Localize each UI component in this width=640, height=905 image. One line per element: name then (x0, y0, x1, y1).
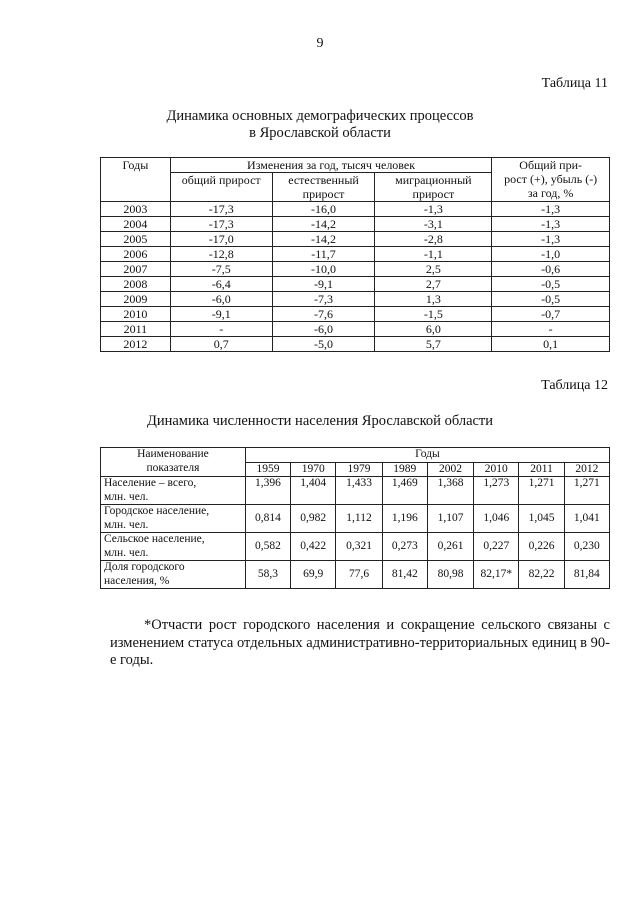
header-year-1959: 1959 (245, 462, 290, 477)
cell-percent: - (492, 322, 610, 337)
cell-total: -17,3 (170, 217, 272, 232)
header-total-growth-text: общий прирост (181, 173, 261, 187)
cell-value: 1,112 (336, 505, 382, 533)
table-row (101, 307, 610, 322)
cell-percent: -0,5 (492, 277, 610, 292)
cell-value: 0,230 (564, 533, 609, 561)
cell-percent: -1,0 (492, 247, 610, 262)
cell-natural: -14,2 (272, 217, 375, 232)
cell-natural: -10,0 (272, 262, 375, 277)
cell-value: 1,271 (519, 477, 564, 505)
cell-total: -6,4 (170, 277, 272, 292)
indicator-name-line2: млн. чел. (104, 490, 149, 503)
header-year-1979: 1979 (336, 462, 382, 477)
cell-migration: -1,1 (375, 247, 492, 262)
cell-total: -17,3 (170, 202, 272, 217)
cell-value: 1,107 (427, 505, 473, 533)
indicator-name-line2: населения, % (104, 574, 170, 587)
cell-value: 0,227 (474, 533, 519, 561)
table-11-label: Таблица 11 (541, 76, 608, 91)
header-total-growth (170, 173, 272, 202)
table-row (101, 217, 610, 232)
footnote: *Отчасти рост городского населения и сокращение сельского связаны с изменением статуса отдельных административно-территориальных единиц в 90-е годы. (110, 617, 610, 668)
table-row (101, 322, 610, 337)
header-indicator (101, 448, 246, 477)
cell-year: 2009 (101, 292, 171, 307)
cell-value: 0,814 (245, 505, 290, 533)
header-years: Годы (245, 448, 609, 463)
table-row (101, 262, 610, 277)
page-number: 9 (316, 36, 324, 51)
cell-value: 1,271 (564, 477, 609, 505)
cell-value: 0,982 (291, 505, 336, 533)
header-changes: Изменения за год, тысяч человек (170, 158, 491, 173)
cell-total: 0,7 (170, 337, 272, 352)
cell-migration: -1,3 (375, 202, 492, 217)
cell-value: 0,226 (519, 533, 564, 561)
header-year-2010: 2010 (474, 462, 519, 477)
table-11-title-line2: в Ярославской области (249, 125, 391, 141)
cell-value: 0,261 (427, 533, 473, 561)
table-row (101, 277, 610, 292)
cell-value: 1,196 (382, 505, 427, 533)
indicator-name-line2: млн. чел. (104, 546, 149, 559)
table-row (101, 232, 610, 247)
header-migration-line2: прирост (412, 187, 455, 201)
cell-value: 80,98 (427, 561, 473, 589)
cell-value: 0,273 (382, 533, 427, 561)
cell-natural: -14,2 (272, 232, 375, 247)
cell-value: 1,045 (519, 505, 564, 533)
cell-value: 81,84 (564, 561, 609, 589)
table-row (101, 477, 610, 505)
header-indicator-line2: показателя (146, 461, 200, 474)
cell-value: 0,422 (291, 533, 336, 561)
header-natural-growth (272, 173, 375, 202)
header-natural-line1: естественный (288, 173, 359, 187)
cell-migration: -1,5 (375, 307, 492, 322)
cell-percent: 0,1 (492, 337, 610, 352)
header-indicator-line1: Наименование (137, 448, 209, 460)
header-overall-percent (492, 158, 610, 202)
cell-value: 0,582 (245, 533, 290, 561)
cell-value: 81,42 (382, 561, 427, 589)
header-overall-line1: Общий при- (519, 158, 582, 172)
cell-migration: -3,1 (375, 217, 492, 232)
header-migration-line1: миграционный (395, 173, 472, 187)
cell-total: -6,0 (170, 292, 272, 307)
cell-value: 1,046 (474, 505, 519, 533)
population-dynamics-table (100, 447, 610, 589)
cell-value: 1,469 (382, 477, 427, 505)
cell-percent: -0,6 (492, 262, 610, 277)
indicator-name (101, 477, 246, 505)
cell-migration: 6,0 (375, 322, 492, 337)
header-natural-line2: прирост (302, 187, 345, 201)
table-row (101, 533, 610, 561)
cell-year: 2006 (101, 247, 171, 262)
cell-year: 2008 (101, 277, 171, 292)
cell-year: 2011 (101, 322, 171, 337)
cell-year: 2012 (101, 337, 171, 352)
header-year-2002: 2002 (427, 462, 473, 477)
cell-migration: 5,7 (375, 337, 492, 352)
table-row (101, 505, 610, 533)
table-11-title (0, 108, 640, 142)
cell-migration: -2,8 (375, 232, 492, 247)
header-overall-line3: за год, % (527, 186, 574, 200)
table-12-title: Динамика численности населения Ярославской области (146, 413, 494, 429)
indicator-name (101, 505, 246, 533)
indicator-name-line1: Сельское население, (104, 533, 205, 545)
indicator-name-line1: Доля городского (104, 561, 185, 573)
cell-percent: -1,3 (492, 217, 610, 232)
cell-natural: -7,6 (272, 307, 375, 322)
cell-natural: -11,7 (272, 247, 375, 262)
cell-value: 0,321 (336, 533, 382, 561)
table-row (101, 202, 610, 217)
table-row (101, 561, 610, 589)
header-year-1970: 1970 (291, 462, 336, 477)
cell-natural: -7,3 (272, 292, 375, 307)
cell-natural: -6,0 (272, 322, 375, 337)
cell-year: 2003 (101, 202, 171, 217)
cell-natural: -5,0 (272, 337, 375, 352)
cell-total: -17,0 (170, 232, 272, 247)
cell-total: -9,1 (170, 307, 272, 322)
cell-year: 2004 (101, 217, 171, 232)
table-11-title-line1: Динамика основных демографических процессов (166, 108, 474, 124)
table-row (101, 337, 610, 352)
cell-value: 1,433 (336, 477, 382, 505)
cell-value: 1,404 (291, 477, 336, 505)
table-row (101, 247, 610, 262)
demographic-processes-table (100, 157, 610, 352)
indicator-name-line1: Население – всего, (104, 477, 197, 489)
cell-year: 2010 (101, 307, 171, 322)
indicator-name-line1: Городское население, (104, 505, 210, 517)
cell-value: 77,6 (336, 561, 382, 589)
cell-natural: -9,1 (272, 277, 375, 292)
table-12-label: Таблица 12 (541, 378, 608, 393)
cell-migration: 1,3 (375, 292, 492, 307)
cell-year: 2005 (101, 232, 171, 247)
header-years: Годы (101, 158, 171, 202)
cell-total: - (170, 322, 272, 337)
indicator-name-line2: млн. чел. (104, 518, 149, 531)
header-migration-growth (375, 173, 492, 202)
table-row (101, 292, 610, 307)
cell-value: 1,041 (564, 505, 609, 533)
header-year-1989: 1989 (382, 462, 427, 477)
cell-year: 2007 (101, 262, 171, 277)
cell-natural: -16,0 (272, 202, 375, 217)
cell-value: 69,9 (291, 561, 336, 589)
cell-migration: 2,5 (375, 262, 492, 277)
cell-percent: -0,7 (492, 307, 610, 322)
cell-value: 1,273 (474, 477, 519, 505)
cell-total: -12,8 (170, 247, 272, 262)
header-overall-line2: рост (+), убыль (-) (504, 172, 598, 186)
indicator-name (101, 561, 246, 589)
cell-value: 1,396 (245, 477, 290, 505)
cell-value: 58,3 (245, 561, 290, 589)
cell-percent: -0,5 (492, 292, 610, 307)
cell-value: 82,17* (474, 561, 519, 589)
indicator-name (101, 533, 246, 561)
cell-value: 82,22 (519, 561, 564, 589)
cell-total: -7,5 (170, 262, 272, 277)
cell-migration: 2,7 (375, 277, 492, 292)
cell-percent: -1,3 (492, 202, 610, 217)
cell-value: 1,368 (427, 477, 473, 505)
header-year-2011: 2011 (519, 462, 564, 477)
header-year-2012: 2012 (564, 462, 609, 477)
cell-percent: -1,3 (492, 232, 610, 247)
